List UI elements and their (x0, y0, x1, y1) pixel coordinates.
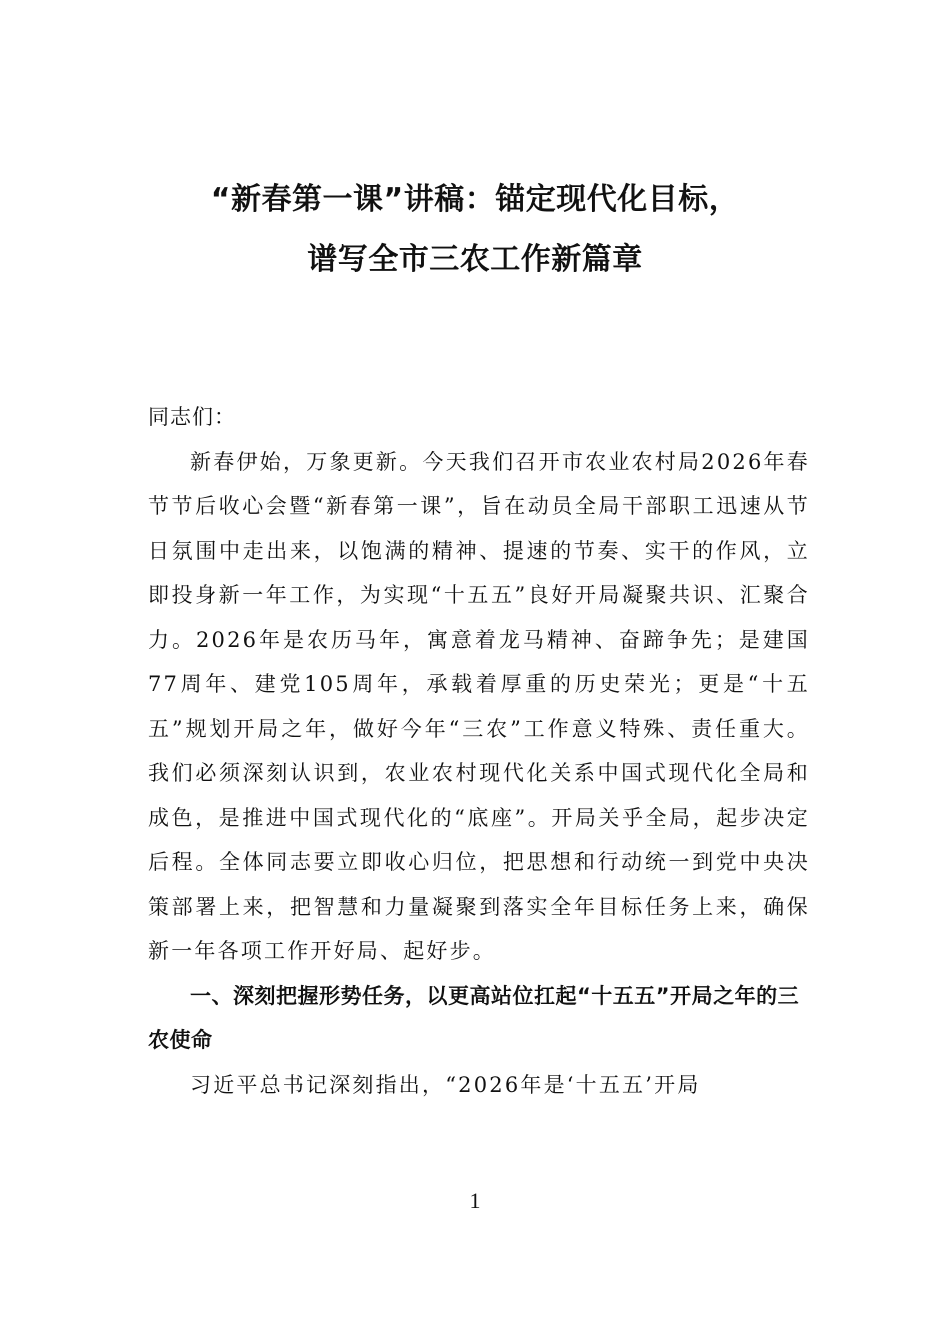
page-number: 1 (469, 1188, 481, 1213)
document-body (148, 395, 810, 1107)
paragraph-intro: 新春伊始，万象更新。今天我们召开市农业农村局2026年春节节后收心会暨“新春第一课”，旨在动员全局干部职工迅速从节日氛围中走出来，以饱满的精神、提速的节奏、实干的作风，立即投身新一年工作，为实现“十五五”良好开局凝聚共识、汇聚合力。2026年是农历马年，寓意着龙马精神、奋蹄争先；是建国77周年、建党105周年，承载着厚重的历史荣光；更是“十五五”规划开局之年，做好今年“三农”工作意义特殊、责任重大。我们必须深刻认识到，农业农村现代化关系中国式现代化全局和成色，是推进中国式现代化的“底座”。开局关乎全局，起步决定后程。全体同志要立即收心归位，把思想和行动统一到党中央决策部署上来，把智慧和力量凝聚到落实全年目标任务上来，确保新一年各项工作开好局、起好步。 (148, 449, 810, 963)
title-line-1: “新春第一课”讲稿：锚定现代化目标， (210, 182, 740, 217)
title-line-2: 谱写全市三农工作新篇章 (307, 242, 643, 277)
salutation: 同志们： (148, 405, 236, 429)
section-heading-1: 一、深刻把握形势任务，以更高站位扛起“十五五”开局之年的三农使命 (148, 983, 800, 1052)
document-title (0, 170, 950, 290)
paragraph-section-1: 习近平总书记深刻指出，“2026年是‘十五五’开局 (190, 1072, 701, 1097)
